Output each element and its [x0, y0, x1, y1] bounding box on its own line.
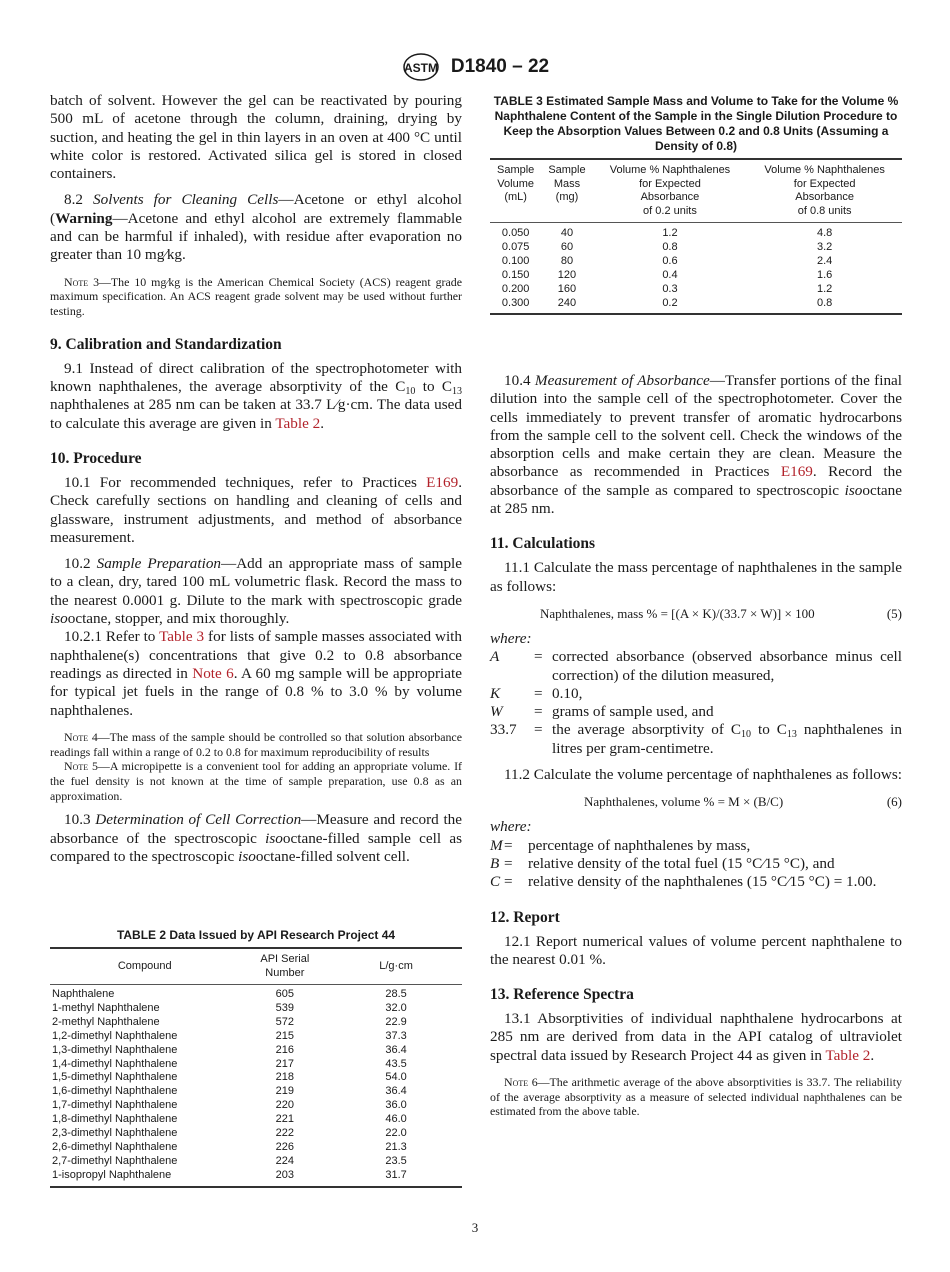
definition-symbol: K — [490, 684, 501, 702]
table-cell: 2.4 — [817, 254, 833, 267]
table-cell: 120 — [557, 268, 577, 281]
table-cell: 1.2 — [817, 282, 833, 295]
table-cell: 0.200 — [501, 282, 530, 295]
table-cell: 220 — [275, 1099, 294, 1112]
definition-equals: = — [534, 703, 543, 721]
table-cell: 605 — [275, 988, 294, 1000]
table-cell: 215 — [275, 1029, 294, 1042]
table-row — [50, 1071, 462, 1085]
link-e169[interactable]: E169 — [426, 473, 459, 491]
table-cell: 1.6 — [817, 268, 833, 281]
table-3-caption: TABLE 3 Estimated Sample Mass and Volume to Take for the Volume % Naphthalene Content of the Sample in the Single Dilution Procedure to Keep the Absorption Values Between 0.2 and 0.8 Units (Assuming a Density of 0.8) — [493, 94, 899, 153]
definition-symbol: 33.7 — [490, 721, 517, 739]
table-cell: 539 — [275, 1001, 294, 1014]
table-cell: 0.100 — [501, 254, 530, 267]
table-cell: 1,7-dimethyl Naphthalene — [52, 1099, 178, 1112]
table-cell: 203 — [275, 1168, 294, 1181]
table-cell: 160 — [557, 282, 577, 295]
table-cell: 0.4 — [662, 268, 678, 281]
table-row — [50, 1169, 462, 1187]
definition-equals: = — [534, 684, 543, 702]
table-row — [50, 1127, 462, 1141]
table-cell: 2,3-dimethyl Naphthalene — [52, 1127, 178, 1140]
heading-12: 12. Report — [490, 908, 560, 926]
table-cell: 218 — [275, 1071, 294, 1084]
note-6: Note 6—The arithmetic average of the above absorptivities is 33.7. The reliability of the average absorptivity as a measure of selected individual naphthalenes can be estimated from the above table. — [490, 1075, 902, 1119]
table-cell: 0.2 — [662, 296, 678, 309]
astm-logo-icon — [401, 52, 441, 82]
table-3-header: Sample Mass (mg) — [548, 164, 586, 203]
section-8-2: 8.2 Solvents for Cleaning Cells—Acetone or ethyl alcohol (Warning—Acetone and ethyl alcohol are extremely flammable and can be harmful if inhaled), with residue after evaporation no greater than 10 mg⁄kg. — [50, 191, 463, 264]
section-10-3: 10.3 Determination of Cell Correction—Measure and record the absorbance of the spectroscopic isooctane-filled sample cell as compared to the spectroscopic isooctane-filled solvent cell. — [50, 811, 463, 865]
definition-equals: = — [534, 721, 543, 739]
table-cell: 1.2 — [662, 227, 678, 239]
table-row — [490, 283, 902, 297]
table-row — [50, 1044, 462, 1058]
table-row — [490, 223, 902, 241]
link-table-3[interactable]: Table 3 — [159, 628, 205, 646]
section-11-2: 11.2 Calculate the volume percentage of naphthalenes as follows: — [504, 766, 902, 784]
note-5: Note 5—A micropipette is a convenient tool for adding an appropriate volume. If the fuel density is not known at the time of sample preparation, use 0.8 as an approximation. — [50, 759, 462, 803]
heading-13: 13. Reference Spectra — [490, 986, 634, 1004]
note-3: Note 3—The 10 mg⁄kg is the American Chemical Society (ACS) reagent grade maximum specification. An ACS reagent grade solvent may be used without further testing. — [50, 274, 462, 319]
link-note-6[interactable]: Note 6 — [192, 664, 234, 682]
table-cell: 22.9 — [385, 1015, 407, 1028]
paragraph-continued: batch of solvent. However the gel can be reactivated by pouring 500 mL of acetone through the column, draining, drying by suction, and heating the gel in thin layers in an oven at 400 °C until white color is restored. Activated silica gel is stored in closed containers. — [50, 92, 462, 183]
definition-list — [490, 648, 902, 758]
section-12-1: 12.1 Report numerical values of volume percent naphthalene to the nearest 0.01 %. — [490, 932, 902, 968]
definition-equals: = — [504, 836, 513, 854]
table-cell: 1,6-dimethyl Naphthalene — [52, 1085, 178, 1098]
table-cell: 23.5 — [385, 1154, 407, 1167]
table-row — [50, 1002, 462, 1016]
table-cell: 1-isopropyl Naphthalene — [52, 1168, 172, 1181]
section-9-1: 9.1 Instead of direct calibration of the spectrophotometer with known naphthalenes, the average absorptivity of the $C_{10}$ to $C_{13}$ naphthalenes at 285 nm can be taken at 33.7 L⁄g·cm. The data used to calculate this average are given in Table 2. — [50, 359, 462, 432]
table-cell: 54.0 — [385, 1071, 407, 1084]
definition-list — [490, 837, 902, 892]
table-cell: Naphthalene — [52, 988, 115, 1000]
table-3-header: Sample Volume (mL) — [497, 164, 535, 203]
link-table-2[interactable]: Table 2 — [275, 414, 321, 432]
definition-symbol: B — [490, 854, 500, 872]
table-cell: 28.5 — [385, 988, 407, 1000]
table-cell: 0.8 — [817, 296, 833, 309]
heading-10: 10. Procedure — [50, 449, 142, 467]
table-cell: 1,8-dimethyl Naphthalene — [52, 1113, 178, 1126]
table-2 — [50, 928, 462, 1188]
table-cell: 226 — [275, 1140, 294, 1153]
equation-5: Naphthalenes, mass % = [(A × K)/(33.7 × W)] × 100 (5) — [540, 605, 902, 621]
table-cell: 21.3 — [385, 1140, 407, 1153]
table-cell: 0.300 — [501, 296, 530, 309]
table-cell: 0.8 — [662, 240, 678, 253]
heading-11: 11. Calculations — [490, 535, 596, 553]
table-cell: 2,7-dimethyl Naphthalene — [52, 1154, 178, 1167]
table-cell: 40 — [560, 227, 574, 239]
table-cell: 2-methyl Naphthalene — [52, 1015, 160, 1028]
table-row — [490, 241, 902, 255]
table-cell: 217 — [275, 1057, 294, 1070]
left-column — [50, 92, 462, 866]
definition-equals: = — [504, 873, 513, 891]
table-row — [50, 1085, 462, 1099]
table-cell: 216 — [275, 1043, 294, 1056]
definition-equals: = — [504, 854, 513, 872]
table-cell: 3.2 — [817, 240, 833, 253]
definition-text: grams of sample used, and — [552, 703, 714, 721]
table-row — [50, 985, 462, 1002]
table-cell: 22.0 — [385, 1127, 407, 1140]
table-row — [50, 1155, 462, 1169]
table-cell: 0.3 — [662, 282, 678, 295]
table-cell: 0.150 — [501, 268, 530, 281]
table-cell: 60 — [560, 240, 574, 253]
table-cell: 46.0 — [385, 1113, 407, 1126]
table-cell: 1,4-dimethyl Naphthalene — [52, 1057, 178, 1070]
where-label: where: — [490, 629, 532, 647]
table-cell: 43.5 — [385, 1057, 407, 1070]
definition-symbol: C — [490, 873, 501, 891]
table-row — [50, 1058, 462, 1072]
table-cell: 1-methyl Naphthalene — [52, 1001, 160, 1014]
table-row — [50, 1016, 462, 1030]
definition-text: corrected absorbance (observed absorbance minus cell correction) of the dilution measured, — [552, 648, 902, 684]
table-cell: 224 — [275, 1154, 294, 1167]
table-cell: 31.7 — [385, 1168, 407, 1181]
table-cell: 1,3-dimethyl Naphthalene — [52, 1043, 178, 1056]
table-row — [50, 1113, 462, 1127]
table-cell: 1,5-dimethyl Naphthalene — [52, 1071, 178, 1084]
definition-symbol: W — [490, 703, 503, 721]
definition-symbol: M — [490, 836, 503, 854]
equation-6: Naphthalenes, volume % = M × (B/C) (6) — [584, 794, 902, 810]
section-13-1: 13.1 Absorptivities of individual naphthalene hydrocarbons at 285 nm are derived from data in the API catalog of ultraviolet spectral data issued by Research Project 44 as given in Table 2. — [490, 1010, 902, 1064]
standard-number: D1840 – 22 — [450, 56, 550, 77]
table-cell: 0.050 — [501, 227, 530, 239]
table-cell: 80 — [560, 254, 574, 267]
link-e169[interactable]: E169 — [780, 463, 813, 481]
link-table-2[interactable]: Table 2 — [825, 1046, 871, 1064]
table-cell: 0.075 — [501, 240, 530, 253]
definition-equals: = — [534, 648, 543, 666]
table-cell: 32.0 — [385, 1001, 407, 1014]
section-10-1: 10.1 For recommended techniques, refer to Practices E169. Check carefully sections on handling and cleaning of cells and glassware, instrument adjustments, and method of absorbance measurement. — [50, 473, 462, 546]
table-cell: 222 — [275, 1127, 294, 1140]
table-cell: 2,6-dimethyl Naphthalene — [52, 1140, 178, 1153]
right-column — [490, 372, 902, 1119]
table-3-header: Volume % Naphthalenes for Expected Absorbance of 0.2 units — [609, 164, 731, 217]
page-number: 3 — [471, 1220, 479, 1235]
table-row — [50, 1141, 462, 1155]
section-11-1: 11.1 Calculate the mass percentage of naphthalenes in the sample as follows: — [490, 559, 902, 595]
table-cell: 572 — [275, 1015, 294, 1028]
table-cell: 37.3 — [385, 1029, 407, 1042]
table-3-header: Volume % Naphthalenes for Expected Absorbance of 0.8 units — [764, 164, 885, 217]
definition-text: relative density of the naphthalenes (15 °C⁄15 °C) = 1.00. — [528, 873, 877, 891]
section-10-2: 10.2 Sample Preparation—Add an appropriate mass of sample to a clean, dry, tared 100 mL volumetric flask. Record the mass to the nearest 0.0001 g. Dilute to the mark with spectroscopic grade isooctane, stopper, and mix thoroughly. — [50, 555, 463, 628]
table-row — [50, 1099, 462, 1113]
heading-9: 9. Calibration and Standardization — [50, 335, 282, 353]
svg-text:ASTM: ASTM — [403, 61, 438, 75]
definition-text: 0.10, — [552, 684, 583, 702]
table-row — [50, 1030, 462, 1044]
definition-symbol: A — [490, 648, 500, 666]
note-4: Note 4—The mass of the sample should be controlled so that solution absorbance readings fall within a range of 0.2 to 0.8 for maximum reproducibility of results — [50, 729, 462, 759]
table-row — [490, 297, 902, 315]
definition-text: the average absorptivity of $C_{10}$ to $C_{13}$ naphthalenes in litres per gram-centimetre. — [552, 721, 902, 757]
table-cell: 36.0 — [385, 1099, 407, 1112]
table-2-caption: TABLE 2 Data Issued by API Research Project 44 — [116, 928, 396, 942]
section-10-4: 10.4 Measurement of Absorbance—Transfer portions of the final dilution into the sample cell of the spectrophotometer. Cover the cells immediately to prevent transfer of aromatic hydrocarbons from the sample cell to the solvent cell. Check the windows of the absorption cells and make certain they are clean. Measure the absorbance as recommended in Practices E169. Record the absorbance of the sample as compared to spectroscopic isooctane at 285 nm. — [490, 372, 903, 518]
table-2-header: Compound — [117, 959, 172, 972]
table-row — [490, 269, 902, 283]
table-3 — [490, 94, 902, 315]
definition-text: percentage of naphthalenes by mass, — [528, 836, 751, 854]
where-label: where: — [490, 818, 532, 836]
table-cell: 4.8 — [817, 227, 833, 239]
table-2-header: API Serial Number — [260, 953, 310, 979]
definition-text: relative density of the total fuel (15 °C⁄15 °C), and — [528, 854, 835, 872]
table-cell: 219 — [275, 1085, 294, 1098]
section-10-2-1: 10.2.1 Refer to Table 3 for lists of sample masses associated with naphthalene(s) concentrations that give 0.2 to 0.8 absorbance readings as directed in Note 6. A 60 mg sample will be appropriate for typical jet fuels in the range of 0.8 % to 3.0 % by volume naphthalenes. — [50, 628, 462, 719]
table-cell: 36.4 — [385, 1085, 407, 1098]
table-cell: 221 — [275, 1113, 294, 1126]
table-cell: 0.6 — [662, 254, 678, 267]
table-2-header: L/g·cm — [379, 959, 413, 972]
table-row — [490, 255, 902, 269]
table-cell: 1,2-dimethyl Naphthalene — [52, 1029, 178, 1042]
table-cell: 240 — [557, 296, 577, 309]
table-cell: 36.4 — [385, 1043, 407, 1056]
page-header — [0, 52, 950, 82]
